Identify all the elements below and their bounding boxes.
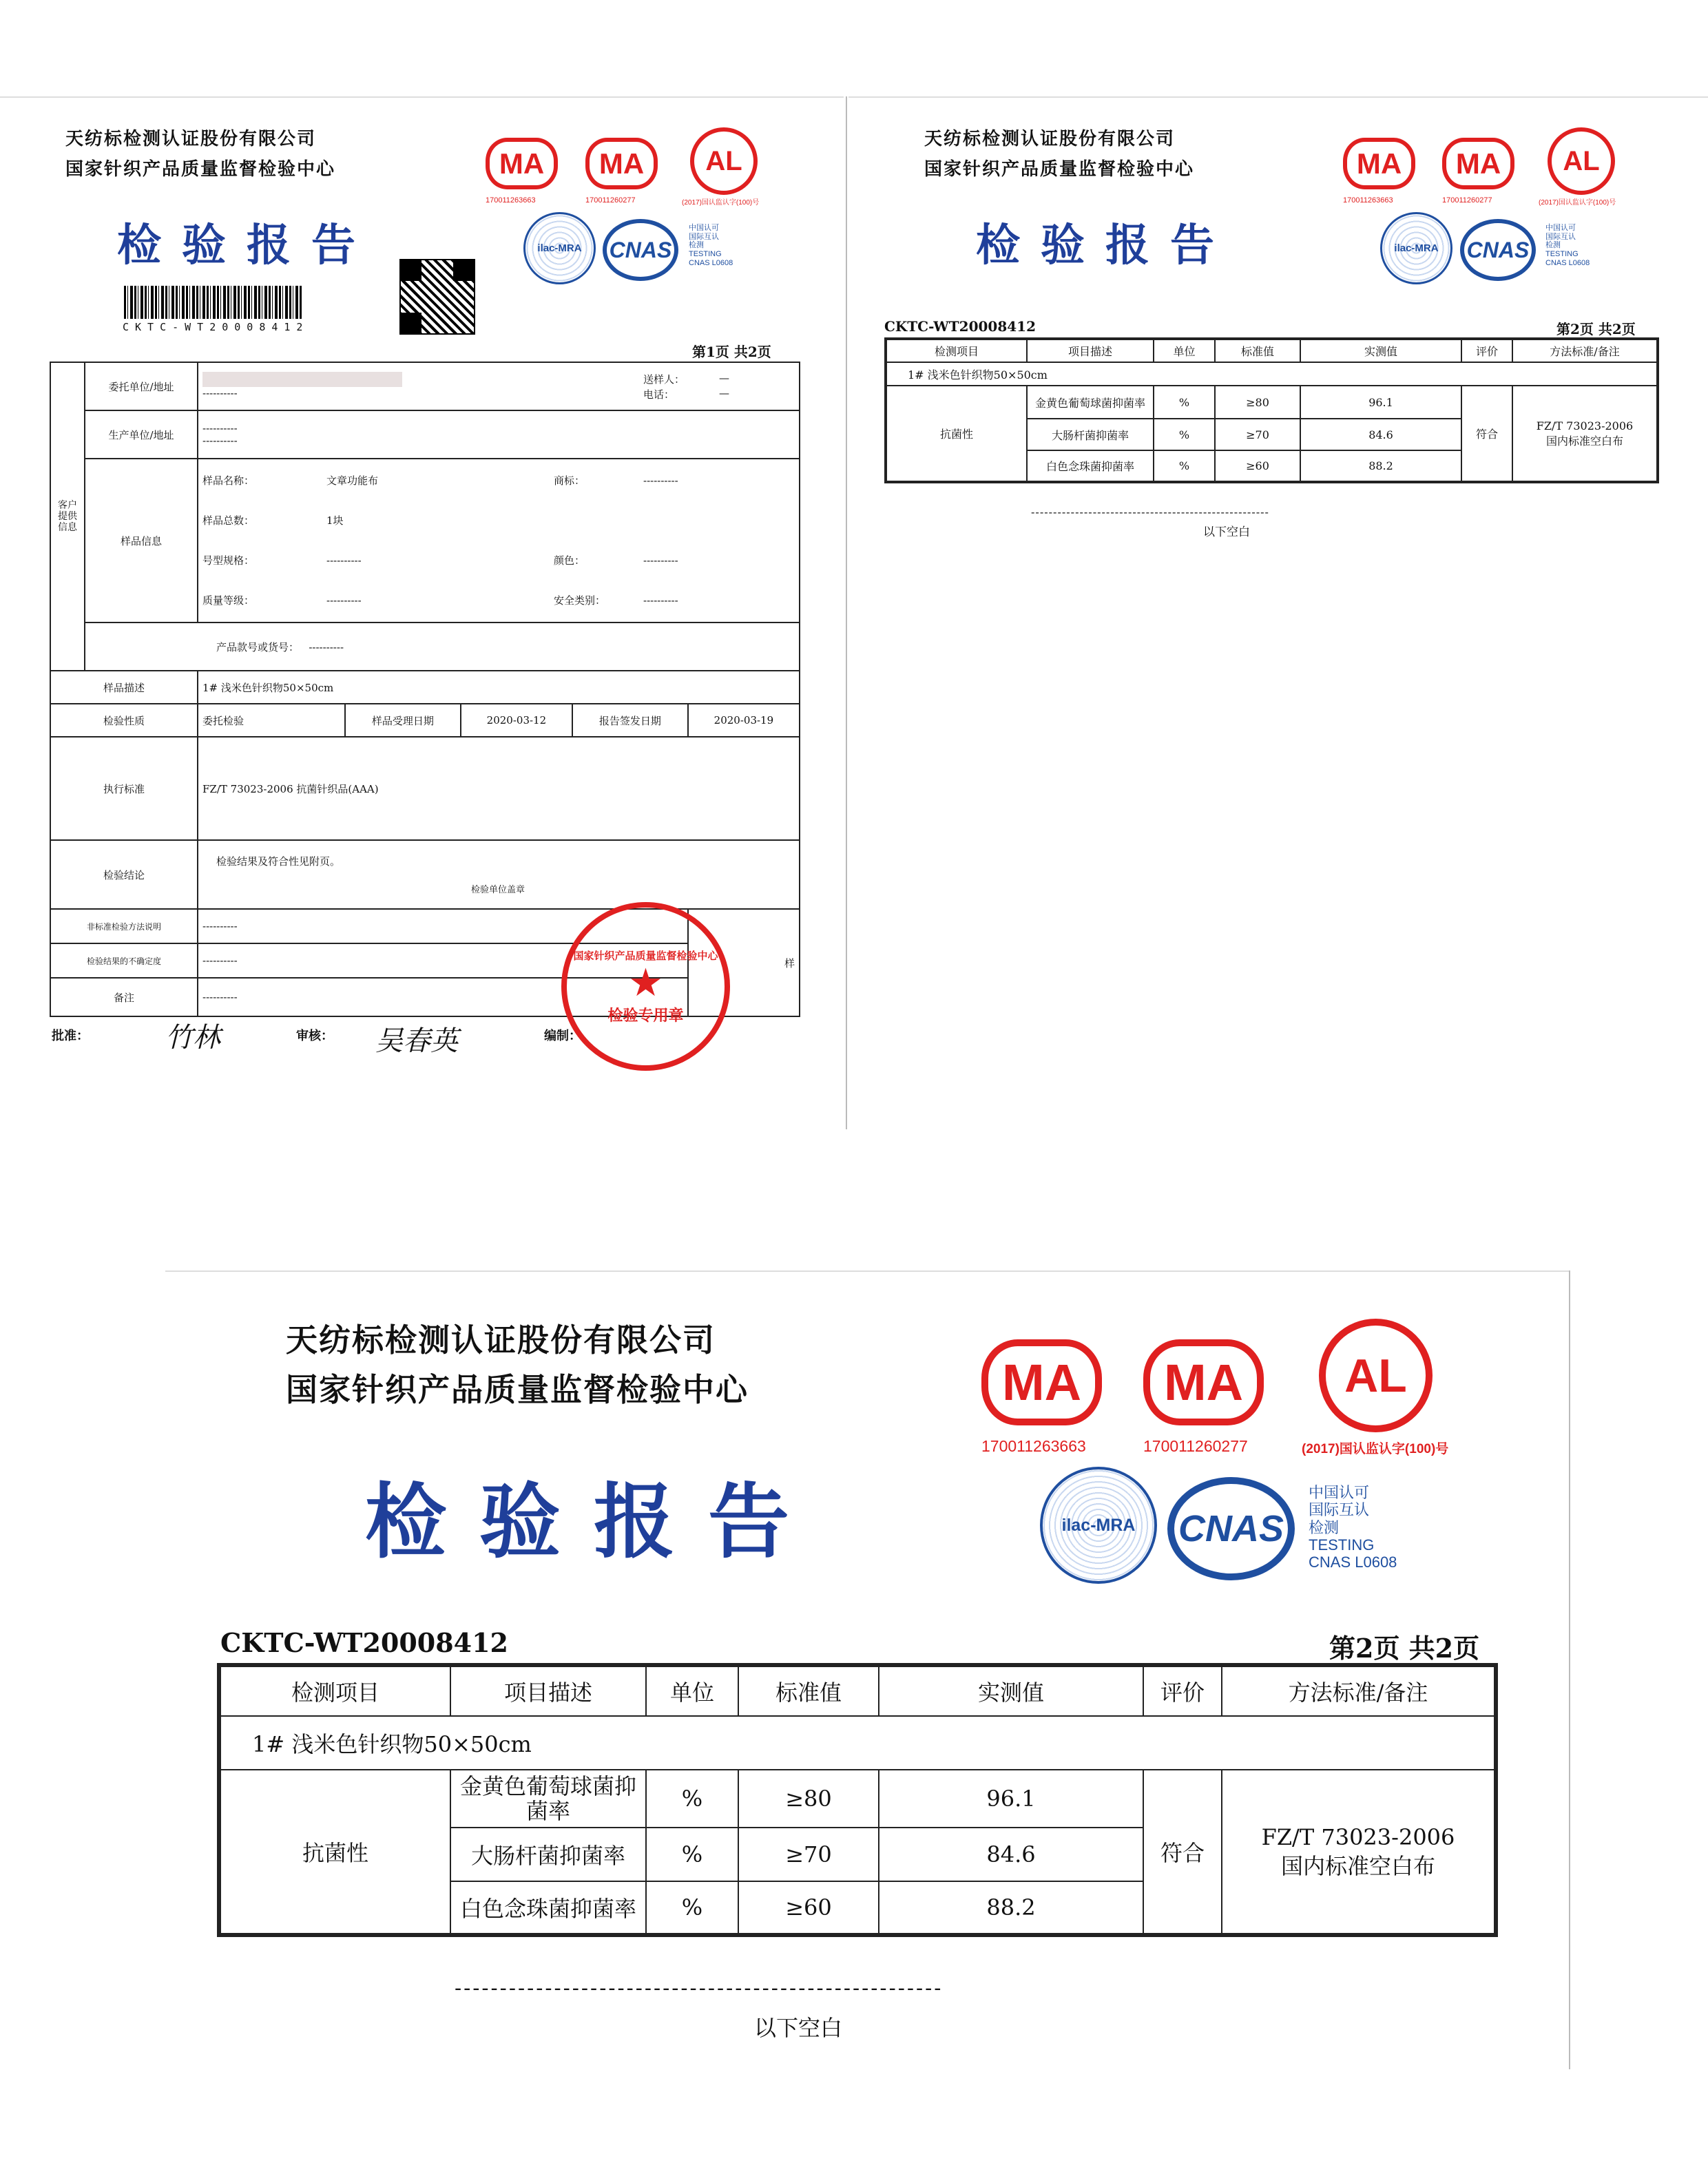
- header-method: 方法标准/备注: [1512, 339, 1658, 362]
- nature-value: 委托检验: [198, 704, 345, 737]
- header-unit: 单位: [1154, 339, 1215, 362]
- conclusion-value: 检验结果及符合性见附页。 检验单位盖章: [198, 840, 800, 909]
- header-measured: 实测值: [1300, 339, 1461, 362]
- item-measured: 96.1: [879, 1770, 1143, 1828]
- header-evaluation: 评价: [1143, 1665, 1222, 1716]
- company-name: 天纺标检测认证股份有限公司 国家针织产品质量监督检验中心: [286, 1321, 749, 1408]
- approve-signature: 竹林: [165, 1022, 220, 1054]
- results-table: [217, 1663, 1498, 1937]
- approve-label: 批准：: [52, 1029, 89, 1043]
- review-label: 审核：: [296, 1029, 333, 1043]
- item-measured: 84.6: [879, 1828, 1143, 1881]
- issue-date-value: 2020-03-19: [688, 704, 800, 737]
- header-measured: 实测值: [879, 1665, 1143, 1716]
- side-mark: 样: [688, 909, 800, 1016]
- desc-label: 样品描述: [50, 671, 198, 704]
- item-description: 白色念珠菌抑菌率: [450, 1881, 646, 1935]
- header-standard: 标准值: [1215, 339, 1300, 362]
- cal-logo: AL: [1319, 1319, 1433, 1432]
- page-title: 检验报告: [117, 220, 376, 271]
- standard-value: FZ/T 73023-2006 抗菌针织品(AAA): [198, 737, 800, 840]
- item-standard: ≥80: [738, 1770, 879, 1828]
- header-unit: 单位: [646, 1665, 738, 1716]
- cnas-logo: CNAS: [1460, 219, 1536, 281]
- uncertainty-label: 检验结果的不确定度: [50, 943, 198, 978]
- standard-label: 执行标准: [50, 737, 198, 840]
- remark-label: 备注: [50, 978, 198, 1016]
- client-label: 委托单位/地址: [85, 362, 198, 410]
- dash-line: ------------------------------------------------------: [455, 1976, 944, 2000]
- item-standard: ≥70: [1215, 419, 1300, 450]
- cal-logo: AL: [1548, 127, 1615, 195]
- cma-code: 170011263663: [1343, 196, 1393, 205]
- client-value: 送样人： — ---------- 电话： —: [198, 362, 800, 410]
- barcode-text: CKTC-WT20008412: [123, 321, 309, 333]
- remark-value: ----------: [198, 978, 688, 1016]
- cnas-description: 中国认可 国际互认 检测 TESTING CNAS L0608: [1309, 1484, 1397, 1571]
- cma-code-2: 170011260277: [1442, 196, 1492, 205]
- inspection-seal: 国家针织产品质量监督检验中心 ★ 检验专用章: [561, 902, 730, 1071]
- header-test-item: 检测项目: [219, 1665, 450, 1716]
- page-title: 检验报告: [976, 220, 1235, 271]
- item-description: 大肠杆菌抑菌率: [1027, 419, 1154, 450]
- page-title: 检验报告: [365, 1474, 823, 1569]
- item-standard: ≥60: [1215, 450, 1300, 482]
- results-table: [884, 337, 1659, 483]
- receive-date-label: 样品受理日期: [345, 704, 461, 737]
- method-cell: FZ/T 73023-2006 国内标准空白布: [1222, 1770, 1496, 1935]
- item-standard: ≥60: [738, 1881, 879, 1935]
- cma-logo: MA: [486, 138, 558, 189]
- qr-code: [399, 259, 475, 335]
- cma-logo: MA: [981, 1339, 1102, 1425]
- barcode: [124, 286, 303, 319]
- cma-logo-2: MA: [1442, 138, 1514, 189]
- product-no-row: 产品款号或货号： ----------: [85, 623, 800, 671]
- nonstd-label: 非标准检验方法说明: [50, 909, 198, 943]
- client-info-label: 客户提供信息: [50, 362, 85, 671]
- issue-date-label: 报告签发日期: [572, 704, 688, 737]
- item-unit: %: [646, 1881, 738, 1935]
- cal-code: (2017)国认监认字(100)号: [1302, 1442, 1449, 1456]
- conclusion-label: 检验结论: [50, 840, 198, 909]
- company-name: 天纺标检测认证股份有限公司 国家针织产品质量监督检验中心: [65, 129, 336, 180]
- review-signature: 吴春英: [375, 1025, 458, 1057]
- item-description: 白色念珠菌抑菌率: [1027, 450, 1154, 482]
- dash-line: ------------------------------------------------------: [1031, 505, 1269, 519]
- cal-code: (2017)国认监认字(100)号: [682, 199, 760, 207]
- cnas-logo: CNAS: [1167, 1477, 1295, 1580]
- end-note: 以下空白: [754, 2015, 843, 2041]
- header-description: 项目描述: [450, 1665, 646, 1716]
- nonstd-value: ----------: [198, 909, 688, 943]
- cma-logo: MA: [1343, 138, 1415, 189]
- ilac-mra-logo: ilac-MRA: [1380, 212, 1452, 284]
- item-unit: %: [1154, 386, 1215, 419]
- item-standard: ≥80: [1215, 386, 1300, 419]
- cal-code: (2017)国认监认字(100)号: [1539, 199, 1616, 207]
- sample-row: 1# 浅米色针织物50×50cm: [219, 1716, 1496, 1770]
- sample-info-value: 样品名称： 文章功能布 商标： ---------- 样品总数： 1块 号型规格： ---------- 颜色： ---------- 质量等级： ---------- 安全类别： ----------: [198, 459, 800, 623]
- cnas-description: 中国认可 国际互认 检测 TESTING CNAS L0608: [1545, 224, 1590, 267]
- item-unit: %: [646, 1828, 738, 1881]
- page-number: 第2页 共2页: [1329, 1633, 1480, 1664]
- item-unit: %: [1154, 419, 1215, 450]
- ilac-mra-logo: ilac-MRA: [1040, 1467, 1157, 1584]
- cma-code: 170011263663: [486, 196, 536, 205]
- producer-value: ---------- ----------: [198, 410, 800, 459]
- sample-row: 1# 浅米色针织物50×50cm: [886, 362, 1658, 386]
- item-description: 大肠杆菌抑菌率: [450, 1828, 646, 1881]
- company-name: 天纺标检测认证股份有限公司 国家针织产品质量监督检验中心: [924, 129, 1195, 180]
- header-description: 项目描述: [1027, 339, 1154, 362]
- desc-value: 1# 浅米色针织物50×50cm: [198, 671, 800, 704]
- item-description: 金黄色葡萄球菌抑菌率: [450, 1770, 646, 1828]
- page-divider: [846, 96, 847, 1129]
- cnas-description: 中国认可 国际互认 检测 TESTING CNAS L0608: [689, 224, 733, 267]
- cma-logo-2: MA: [585, 138, 658, 189]
- producer-label: 生产单位/地址: [85, 410, 198, 459]
- page-number: 第2页 共2页: [1556, 321, 1636, 337]
- evaluation-cell: 符合: [1461, 386, 1512, 482]
- item-unit: %: [1154, 450, 1215, 482]
- item-measured: 96.1: [1300, 386, 1461, 419]
- item-measured: 88.2: [879, 1881, 1143, 1935]
- end-note: 以下空白: [1203, 525, 1250, 539]
- item-description: 金黄色葡萄球菌抑菌率: [1027, 386, 1154, 419]
- item-measured: 84.6: [1300, 419, 1461, 450]
- category-cell: 抗菌性: [219, 1770, 450, 1935]
- receive-date-value: 2020-03-12: [461, 704, 572, 737]
- uncertainty-value: ----------: [198, 943, 688, 978]
- cma-code: 170011263663: [981, 1437, 1086, 1455]
- cma-code-2: 170011260277: [585, 196, 636, 205]
- nature-label: 检验性质: [50, 704, 198, 737]
- prepare-label: 编制：: [544, 1029, 581, 1043]
- header-evaluation: 评价: [1461, 339, 1512, 362]
- sample-info-label: 样品信息: [85, 459, 198, 623]
- header-method: 方法标准/备注: [1222, 1665, 1496, 1716]
- header-test-item: 检测项目: [886, 339, 1027, 362]
- cnas-logo: CNAS: [603, 219, 678, 281]
- report-page-2-thumb: [848, 96, 1708, 1129]
- report-page-1: [0, 96, 844, 1129]
- evaluation-cell: 符合: [1143, 1770, 1222, 1935]
- item-unit: %: [646, 1770, 738, 1828]
- report-number: CKTC-WT20008412: [884, 318, 1036, 335]
- ilac-mra-logo: ilac-MRA: [523, 212, 596, 284]
- report-page-2-enlarged: [165, 1270, 1570, 2069]
- item-measured: 88.2: [1300, 450, 1461, 482]
- item-standard: ≥70: [738, 1828, 879, 1881]
- report-number: CKTC-WT20008412: [220, 1627, 508, 1658]
- page-number: 第1页 共2页: [692, 344, 771, 360]
- cal-logo: AL: [690, 127, 758, 195]
- cma-logo-2: MA: [1143, 1339, 1264, 1425]
- category-cell: 抗菌性: [886, 386, 1027, 482]
- cma-code-2: 170011260277: [1143, 1437, 1248, 1455]
- method-cell: FZ/T 73023-2006 国内标准空白布: [1512, 386, 1658, 482]
- header-standard: 标准值: [738, 1665, 879, 1716]
